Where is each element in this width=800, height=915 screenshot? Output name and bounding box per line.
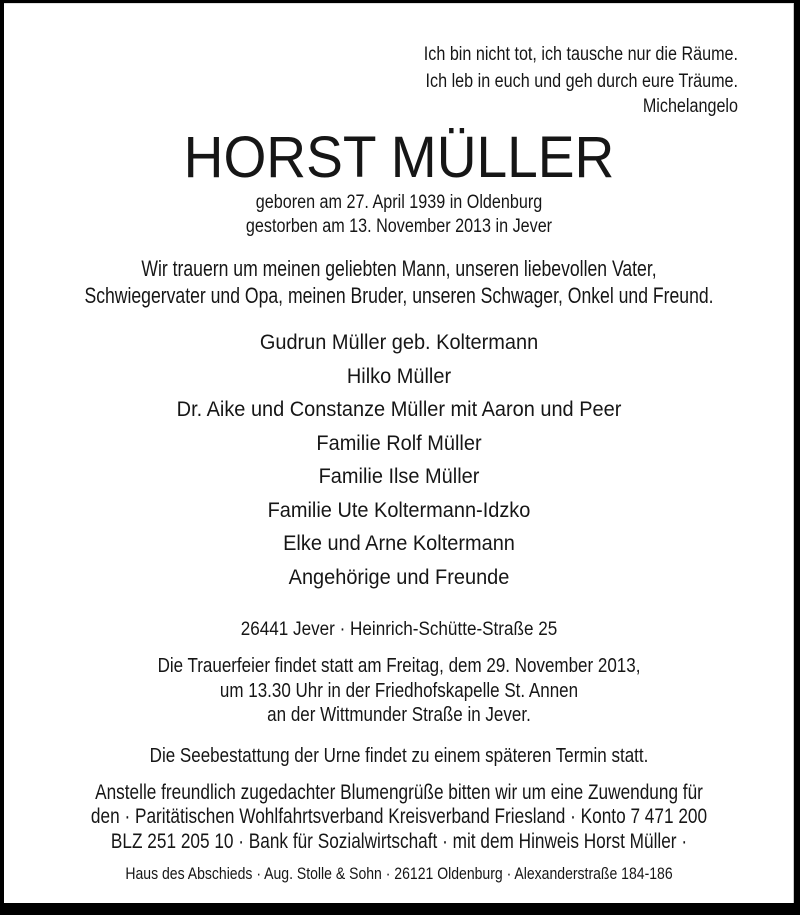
service-line-3: an der Wittmunder Straße in Jever. bbox=[267, 704, 531, 726]
mourner-name: Elke und Arne Koltermann bbox=[283, 532, 515, 555]
mourner-name: Familie Ilse Müller bbox=[318, 465, 480, 488]
quote-line-1: Ich bin nicht tot, ich tausche nur die Räume. bbox=[423, 44, 738, 65]
death-date-line: gestorben am 13. November 2013 in Jever bbox=[245, 216, 553, 237]
quote-line-2: Ich leb in euch und geh durch eure Träume. bbox=[425, 71, 738, 92]
donation-line-2: den · Paritätischen Wohlfahrtsverband Kreisverband Friesland · Konto 7 471 200 bbox=[90, 805, 708, 828]
funeral-service-info bbox=[4, 654, 794, 728]
mourner-name: Familie Ute Koltermann-Idzko bbox=[267, 498, 531, 522]
funeral-home-info: Haus des Abschieds · Aug. Stolle & Sohn · 26121 Oldenburg · Alexanderstraße 184-186 bbox=[125, 865, 673, 883]
life-dates bbox=[4, 191, 794, 239]
service-line-2: um 13.30 Uhr in der Friedhofskapelle St. Annen bbox=[219, 679, 579, 702]
mourner-name: Hilko Müller bbox=[346, 364, 452, 388]
mourner-name: Familie Rolf Müller bbox=[316, 431, 482, 455]
mourning-line-2: Schwiegervater und Opa, meinen Bruder, unseren Schwager, Onkel und Freund. bbox=[84, 283, 714, 308]
donation-request bbox=[4, 781, 794, 855]
sea-burial-notice: Die Seebestattung der Urne findet zu einem späteren Termin statt. bbox=[149, 744, 649, 767]
mourner-name: Dr. Aike und Constanze Müller mit Aaron und Peer bbox=[176, 398, 622, 421]
mourner-name: Gudrun Müller geb. Koltermann bbox=[259, 331, 539, 354]
donation-line-3: BLZ 251 205 10 · Bank für Sozialwirtschaft · mit dem Hinweis Horst Müller · bbox=[110, 829, 688, 853]
mourning-statement bbox=[4, 255, 794, 309]
birth-date-line: geboren am 27. April 1939 in Oldenburg bbox=[255, 192, 543, 213]
memorial-quote bbox=[4, 41, 794, 119]
mourners-list bbox=[4, 326, 794, 594]
mourner-name: Angehörige und Freunde bbox=[288, 565, 510, 589]
service-line-1: Die Trauerfeier findet statt am Freitag, dem 29. November 2013, bbox=[157, 655, 641, 677]
deceased-name: HORST MÜLLER bbox=[183, 125, 615, 190]
donation-line-1: Anstelle freundlich zugedachter Blumengrüße bitten wir um eine Zuwendung für bbox=[95, 780, 703, 804]
mourning-line-1: Wir trauern um meinen geliebten Mann, unseren liebevollen Vater, bbox=[141, 256, 657, 281]
family-address: 26441 Jever · Heinrich-Schütte-Straße 25 bbox=[240, 619, 558, 640]
quote-attribution: Michelangelo bbox=[642, 96, 738, 117]
